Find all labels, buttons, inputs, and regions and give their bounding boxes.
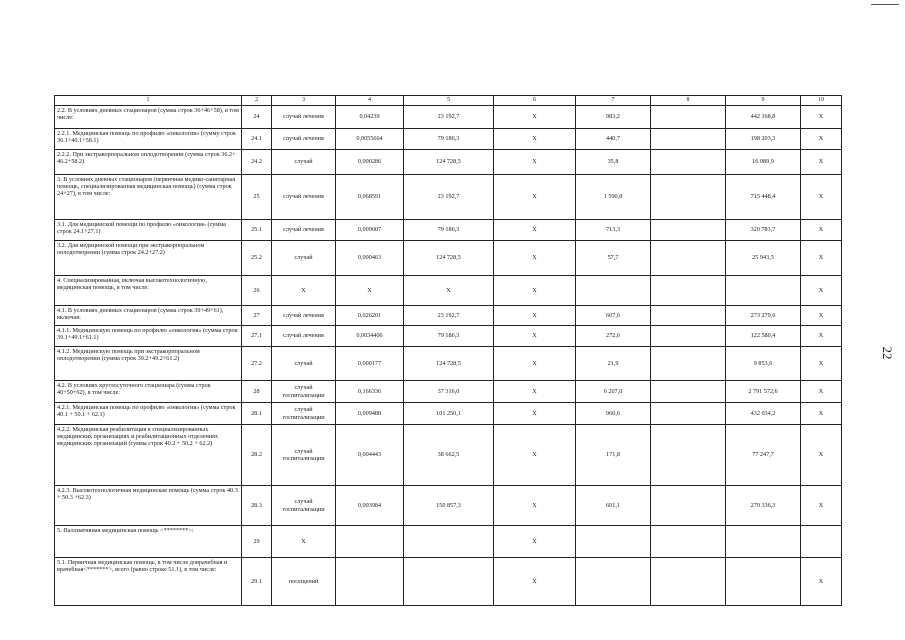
table-cell-col-4 [336, 558, 404, 606]
table-cell-col-2: 25.2 [242, 241, 272, 276]
table-cell-col-10: X [801, 106, 842, 129]
table-cell-col-9: 2 791 572,6 [726, 381, 801, 403]
table-cell-col-7: 171,8 [576, 425, 651, 486]
table-cell-col-10: X [801, 347, 842, 381]
table-cell-col-3: случай лечения [272, 326, 336, 347]
table-cell-col-1: 4. Специализированная, включая высокотехнологичную, медицинская помощь, в том числе: [55, 276, 242, 306]
table-cell-col-3: случай лечения [272, 129, 336, 150]
table-cell-col-10: X [801, 241, 842, 276]
table-row [55, 326, 842, 347]
table-cell-col-7: 440,7 [576, 129, 651, 150]
table-cell-col-6: X [494, 306, 576, 326]
table-cell-col-6: X [494, 526, 576, 558]
table-row [55, 403, 842, 425]
table-cell-col-4: 0,000463 [336, 241, 404, 276]
table-cell-col-10: X [801, 276, 842, 306]
table-cell-col-5: 124 728,5 [404, 150, 494, 175]
table-cell-col-3: случай лечения [272, 220, 336, 241]
table-row [55, 276, 842, 306]
table-cell-col-5: 23 192,7 [404, 106, 494, 129]
table-cell-col-9: 432 034,2 [726, 403, 801, 425]
column-header-2: 2 [242, 96, 272, 106]
table-cell-col-6: X [494, 486, 576, 526]
column-header-6: 6 [494, 96, 576, 106]
table-cell-col-8 [651, 347, 726, 381]
table-cell-col-5: 79 186,3 [404, 220, 494, 241]
table-cell-col-8 [651, 241, 726, 276]
table-cell-col-7: 713,3 [576, 220, 651, 241]
table-row [55, 381, 842, 403]
table-cell-col-3: случай госпитализации [272, 425, 336, 486]
table-cell-col-3: случай госпитализации [272, 403, 336, 425]
table-cell-col-1: 4.2.3. Высокотехнологичная медицинская помощь (сумма строк 40.3 + 50.3 +62.3) [55, 486, 242, 526]
table-cell-col-2: 26 [242, 276, 272, 306]
table-cell-col-4: 0,009007 [336, 220, 404, 241]
table-cell-col-10: X [801, 486, 842, 526]
table-cell-col-1: 3. В условиях дневных стационаров (первичная медико-санитарная помощь, специализированная медицинская помощь) (сумма строк 24+27), в том числе: [55, 175, 242, 220]
table-cell-col-3: X [272, 526, 336, 558]
table-cell-col-9: 16 089,9 [726, 150, 801, 175]
table-cell-col-10: X [801, 558, 842, 606]
table-cell-col-7: 272,6 [576, 326, 651, 347]
column-header-1: 1 [55, 96, 242, 106]
table-cell-col-6: X [494, 403, 576, 425]
table-cell-col-6: X [494, 106, 576, 129]
table-cell-col-6: X [494, 326, 576, 347]
table-cell-col-6: X [494, 175, 576, 220]
table-cell-col-8 [651, 306, 726, 326]
table-cell-col-3: случай [272, 347, 336, 381]
table-cell-col-1: 4.1.1. Медицинскую помощь по профилю «онкология» (сумма строк 39.1+49.1+61.1) [55, 326, 242, 347]
table-cell-col-8 [651, 558, 726, 606]
table-cell-col-8 [651, 381, 726, 403]
column-header-3: 3 [272, 96, 336, 106]
table-row [55, 486, 842, 526]
table-cell-col-8 [651, 175, 726, 220]
table-cell-col-2: 28 [242, 381, 272, 403]
table-cell-col-9 [726, 558, 801, 606]
table-cell-col-2: 24.1 [242, 129, 272, 150]
table-cell-col-8 [651, 150, 726, 175]
table-cell-col-10: X [801, 326, 842, 347]
table-cell-col-4: 0,009488 [336, 403, 404, 425]
page-number: 22 [880, 346, 895, 360]
table-cell-col-2: 28.3 [242, 486, 272, 526]
table-cell-col-3: случай лечения [272, 306, 336, 326]
table-cell-col-9: 25 943,5 [726, 241, 801, 276]
table-cell-col-1: 4.1. В условиях дневных стационаров (сумма строк 39+49+61), включая: [55, 306, 242, 326]
table-cell-col-4: 0,0055664 [336, 129, 404, 150]
table-cell-col-3: случай [272, 241, 336, 276]
table-cell-col-5: 23 192,7 [404, 306, 494, 326]
table-cell-col-8 [651, 106, 726, 129]
table-cell-col-9 [726, 276, 801, 306]
table-cell-col-3: посещений [272, 558, 336, 606]
table-cell-col-4: 0,004443 [336, 425, 404, 486]
table-cell-col-10: X [801, 220, 842, 241]
column-header-9: 9 [726, 96, 801, 106]
table-cell-col-3: случай лечения [272, 106, 336, 129]
table-cell-col-1: 2.2.2. При экстракорпоральном оплодотворении (сумма строк 36.2+ 46.2+58.2) [55, 150, 242, 175]
table-cell-col-3: случай госпитализации [272, 486, 336, 526]
table-cell-col-7: 607,6 [576, 306, 651, 326]
table-cell-col-8 [651, 276, 726, 306]
table-cell-col-4: 0,026201 [336, 306, 404, 326]
table-cell-col-2: 28.2 [242, 425, 272, 486]
table-cell-col-8 [651, 403, 726, 425]
table-cell-col-1: 2.2. В условиях дневных стационаров (сумма строк 36+46+58), в том числе: [55, 106, 242, 129]
table-cell-col-7: 601,1 [576, 486, 651, 526]
table-cell-col-2: 27.2 [242, 347, 272, 381]
table-cell-col-1: 5.1. Первичная медицинская помощь, в том числе доврачебная и врачебная<*******>, всего (равно строке 51.1), в том числе: [55, 558, 242, 606]
table-cell-col-5: 79 186,3 [404, 326, 494, 347]
table-cell-col-9: 715 448,4 [726, 175, 801, 220]
table-cell-col-7 [576, 526, 651, 558]
table-cell-col-4: X [336, 276, 404, 306]
table-cell-col-5: 101 250,1 [404, 403, 494, 425]
table-cell-col-9: 273 279,6 [726, 306, 801, 326]
table-cell-col-2: 25 [242, 175, 272, 220]
column-header-5: 5 [404, 96, 494, 106]
table-cell-col-1: 3.2. Для медицинской помощи при экстракорпоральном оплодотворении (сумма строк 24.2+27.2) [55, 241, 242, 276]
table-row [55, 425, 842, 486]
table-cell-col-1: 4.1.2. Медицинскую помощь при экстракорпоральном оплодотворении (сумма строк 39.2+49.2+61.2) [55, 347, 242, 381]
table-cell-col-2: 28.1 [242, 403, 272, 425]
table-cell-col-6: X [494, 381, 576, 403]
table-cell-col-3: случай [272, 150, 336, 175]
table-cell-col-6: X [494, 347, 576, 381]
table-cell-col-9 [726, 526, 801, 558]
table-row [55, 150, 842, 175]
table-cell-col-1: 4.2.2. Медицинская реабилитация в специализированных медицинских организациях и реабилитационных отделениях медицинских организаций (сумма строк 40.2 + 50.2 + 62.2) [55, 425, 242, 486]
table-cell-col-2: 27.1 [242, 326, 272, 347]
table-cell-col-1: 4.2. В условиях круглосуточного стационара (сумма строк 40+50+62), в том числе: [55, 381, 242, 403]
table-cell-col-4 [336, 526, 404, 558]
table-cell-col-5: 124 728,5 [404, 241, 494, 276]
table-cell-col-7: 21,9 [576, 347, 651, 381]
table-cell-col-8 [651, 425, 726, 486]
table-cell-col-4: 0,0034406 [336, 326, 404, 347]
table-cell-col-5: 23 192,7 [404, 175, 494, 220]
table-cell-col-9: 9 853,6 [726, 347, 801, 381]
table-cell-col-1: 3.1. Для медицинской помощи по профилю «онкология» (сумма строк 24.1+27.1) [55, 220, 242, 241]
table-cell-col-10: X [801, 381, 842, 403]
table-cell-col-10: X [801, 425, 842, 486]
table-cell-col-2: 27 [242, 306, 272, 326]
table-row [55, 347, 842, 381]
table-cell-col-7: 1 590,8 [576, 175, 651, 220]
table-cell-col-6: X [494, 150, 576, 175]
table-cell-col-6: X [494, 276, 576, 306]
column-header-10: 10 [801, 96, 842, 106]
table-cell-col-7: 6 207,0 [576, 381, 651, 403]
table-cell-col-9: 77 247,7 [726, 425, 801, 486]
table-cell-col-8 [651, 326, 726, 347]
table-cell-col-9: 198 203,3 [726, 129, 801, 150]
table-cell-col-2: 24.2 [242, 150, 272, 175]
table-cell-col-8 [651, 486, 726, 526]
corner-mark [871, 4, 899, 5]
table-cell-col-10 [801, 526, 842, 558]
table-cell-col-6: X [494, 425, 576, 486]
table-row [55, 220, 842, 241]
table-header-row [55, 96, 842, 106]
column-header-8: 8 [651, 96, 726, 106]
table-cell-col-6: X [494, 129, 576, 150]
table-cell-col-4: 0,000177 [336, 347, 404, 381]
table-cell-col-6: X [494, 220, 576, 241]
table-cell-col-2: 24 [242, 106, 272, 129]
table-cell-col-4: 0,068591 [336, 175, 404, 220]
table-cell-col-7: 57,7 [576, 241, 651, 276]
table-cell-col-2: 29.1 [242, 558, 272, 606]
table-cell-col-5 [404, 558, 494, 606]
table-cell-col-1: 2.2.1. Медицинская помощь по профилю «онкология» (сумму строк 36.1+46.1+58.1) [55, 129, 242, 150]
table-cell-col-5: 38 662,5 [404, 425, 494, 486]
table-cell-col-5: 37 316,0 [404, 381, 494, 403]
table-cell-col-8 [651, 129, 726, 150]
table-row [55, 106, 842, 129]
table-cell-col-7 [576, 558, 651, 606]
table-cell-col-5: 124 728,5 [404, 347, 494, 381]
table-cell-col-10: X [801, 175, 842, 220]
table-cell-col-10: X [801, 403, 842, 425]
table-cell-col-1: 5. Паллиативная медицинская помощь <********>: [55, 526, 242, 558]
table-cell-col-2: 29 [242, 526, 272, 558]
table-cell-col-9: 320 783,7 [726, 220, 801, 241]
table-cell-col-4: 0,166336 [336, 381, 404, 403]
table-cell-col-9: 442 168,8 [726, 106, 801, 129]
table-cell-col-10: X [801, 150, 842, 175]
table-cell-col-3: случай госпитализации [272, 381, 336, 403]
table-cell-col-10: X [801, 129, 842, 150]
table-row [55, 175, 842, 220]
table-cell-col-8 [651, 526, 726, 558]
table-cell-col-7: 983,2 [576, 106, 651, 129]
column-header-4: 4 [336, 96, 404, 106]
table-cell-col-8 [651, 220, 726, 241]
table-cell-col-9: 270 336,3 [726, 486, 801, 526]
table-cell-col-10: X [801, 306, 842, 326]
data-table [54, 95, 842, 606]
table-cell-col-3: X [272, 276, 336, 306]
table-cell-col-4: 0,003984 [336, 486, 404, 526]
table-cell-col-5: 150 857,3 [404, 486, 494, 526]
table-cell-col-6: X [494, 558, 576, 606]
table-row [55, 526, 842, 558]
table-cell-col-9: 122 580,4 [726, 326, 801, 347]
column-header-7: 7 [576, 96, 651, 106]
table-row [55, 306, 842, 326]
table-cell-col-5 [404, 526, 494, 558]
table-cell-col-4: 0,04239 [336, 106, 404, 129]
table-cell-col-4: 0,000286 [336, 150, 404, 175]
table-cell-col-6: X [494, 241, 576, 276]
table-row [55, 558, 842, 606]
table-cell-col-7: 35,8 [576, 150, 651, 175]
table-cell-col-2: 25.1 [242, 220, 272, 241]
table-cell-col-7 [576, 276, 651, 306]
table-row [55, 241, 842, 276]
table-cell-col-5: X [404, 276, 494, 306]
table-cell-col-3: случай лечения [272, 175, 336, 220]
table-cell-col-1: 4.2.1. Медицинская помощь по профилю «онкология» (сумма строк 40.1 + 50.1 + 62.1) [55, 403, 242, 425]
table-cell-col-7: 960,6 [576, 403, 651, 425]
table-cell-col-5: 79 186,3 [404, 129, 494, 150]
table-row [55, 129, 842, 150]
